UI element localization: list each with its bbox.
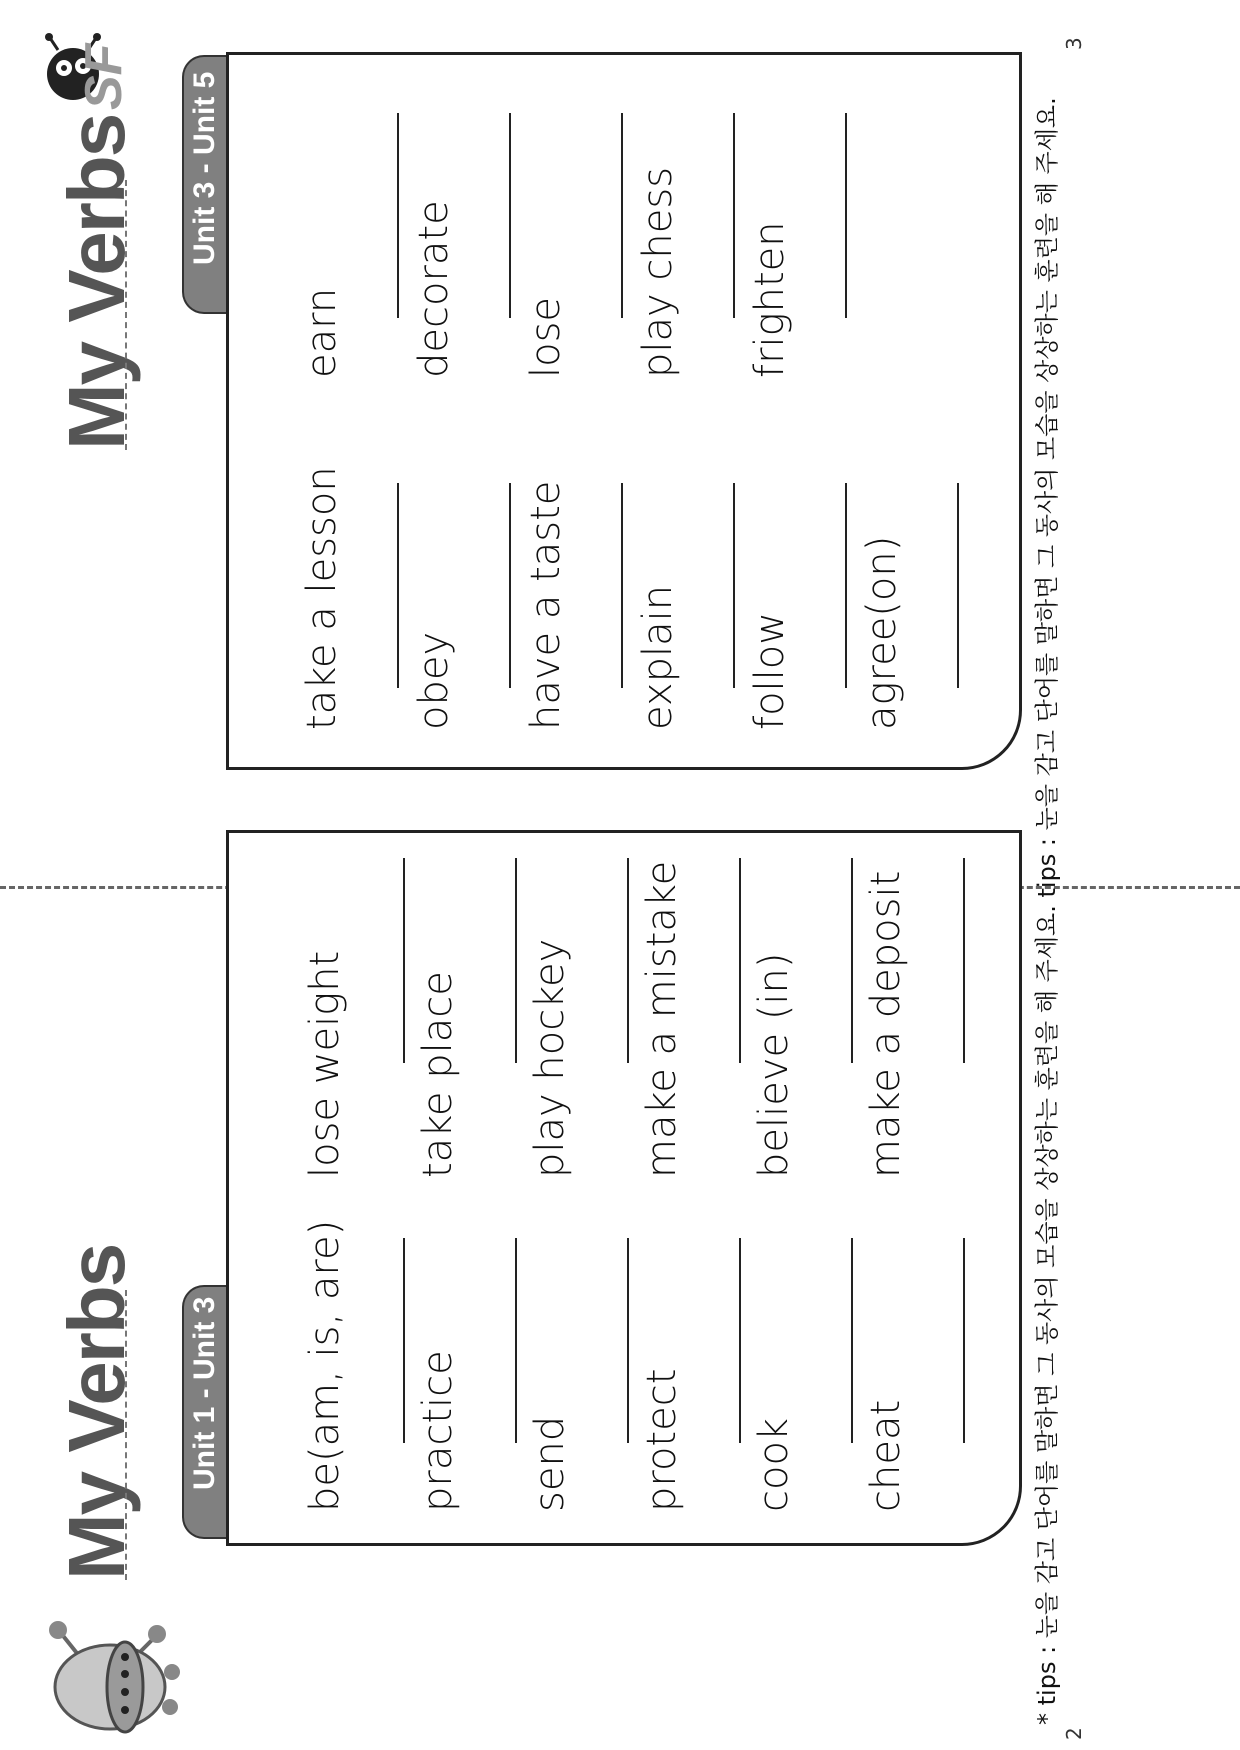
- word: believe (in): [751, 952, 797, 1178]
- title-underline: [125, 180, 127, 450]
- word: decorate: [411, 200, 457, 378]
- alien-mascot-icon: [30, 1612, 180, 1742]
- page-title: My Verbs: [52, 1244, 141, 1580]
- word: explain: [635, 584, 681, 730]
- logo-text: SF: [75, 43, 133, 110]
- word: protect: [639, 1368, 685, 1512]
- word: take a lesson: [299, 466, 345, 730]
- word: practice: [415, 1350, 461, 1512]
- word: lose weight: [302, 950, 348, 1178]
- word: take place: [415, 971, 461, 1178]
- tips-text: * tips : 눈을 감고 단어를 말하면 그 동사의 모습을 상상하는 훈련을 해 주세요. tips : 눈을 감고 단어를 말하면 그 동사의 모습을 상상하는 훈련을 해 주세요.: [1033, 97, 1061, 1725]
- word: cheat: [863, 1399, 909, 1512]
- word: cook: [751, 1417, 797, 1512]
- word: play hockey: [527, 938, 573, 1178]
- unit-range-label: Unit 3 - Unit 5: [188, 71, 221, 265]
- word: follow: [747, 612, 793, 730]
- word: lose: [523, 296, 569, 378]
- writing-line: [397, 483, 399, 688]
- word: frighten: [747, 221, 793, 378]
- writing-line: [627, 858, 629, 1063]
- word: play chess: [635, 166, 681, 378]
- writing-line: [963, 1238, 965, 1443]
- writing-line: [509, 483, 511, 688]
- writing-line: [963, 858, 965, 1063]
- writing-line: [739, 858, 741, 1063]
- writing-line: [851, 858, 853, 1063]
- page-title: My Verbs: [52, 114, 141, 450]
- word: send: [527, 1415, 573, 1512]
- writing-line: [621, 483, 623, 688]
- writing-line: [845, 483, 847, 688]
- writing-line: [627, 1238, 629, 1443]
- writing-line: [733, 483, 735, 688]
- page-number: 3: [1062, 37, 1086, 50]
- writing-line: [957, 483, 959, 688]
- page-number: 2: [1062, 1727, 1086, 1740]
- writing-line: [515, 858, 517, 1063]
- title-underline: [125, 1290, 127, 1580]
- writing-line: [515, 1238, 517, 1443]
- word: have a taste: [523, 480, 569, 730]
- writing-line: [845, 113, 847, 318]
- word: make a mistake: [639, 860, 685, 1178]
- unit-range-label: Unit 1 - Unit 3: [188, 1296, 221, 1490]
- writing-line: [403, 1238, 405, 1443]
- writing-line: [733, 113, 735, 318]
- word: obey: [411, 631, 457, 730]
- writing-line: [403, 858, 405, 1063]
- writing-line: [397, 113, 399, 318]
- writing-line: [739, 1238, 741, 1443]
- writing-line: [621, 113, 623, 318]
- word: make a deposit: [863, 870, 909, 1178]
- writing-line: [509, 113, 511, 318]
- word: agree(on): [859, 535, 905, 730]
- writing-line: [851, 1238, 853, 1443]
- word: be(am, is, are): [302, 1219, 348, 1512]
- word: earn: [299, 287, 345, 378]
